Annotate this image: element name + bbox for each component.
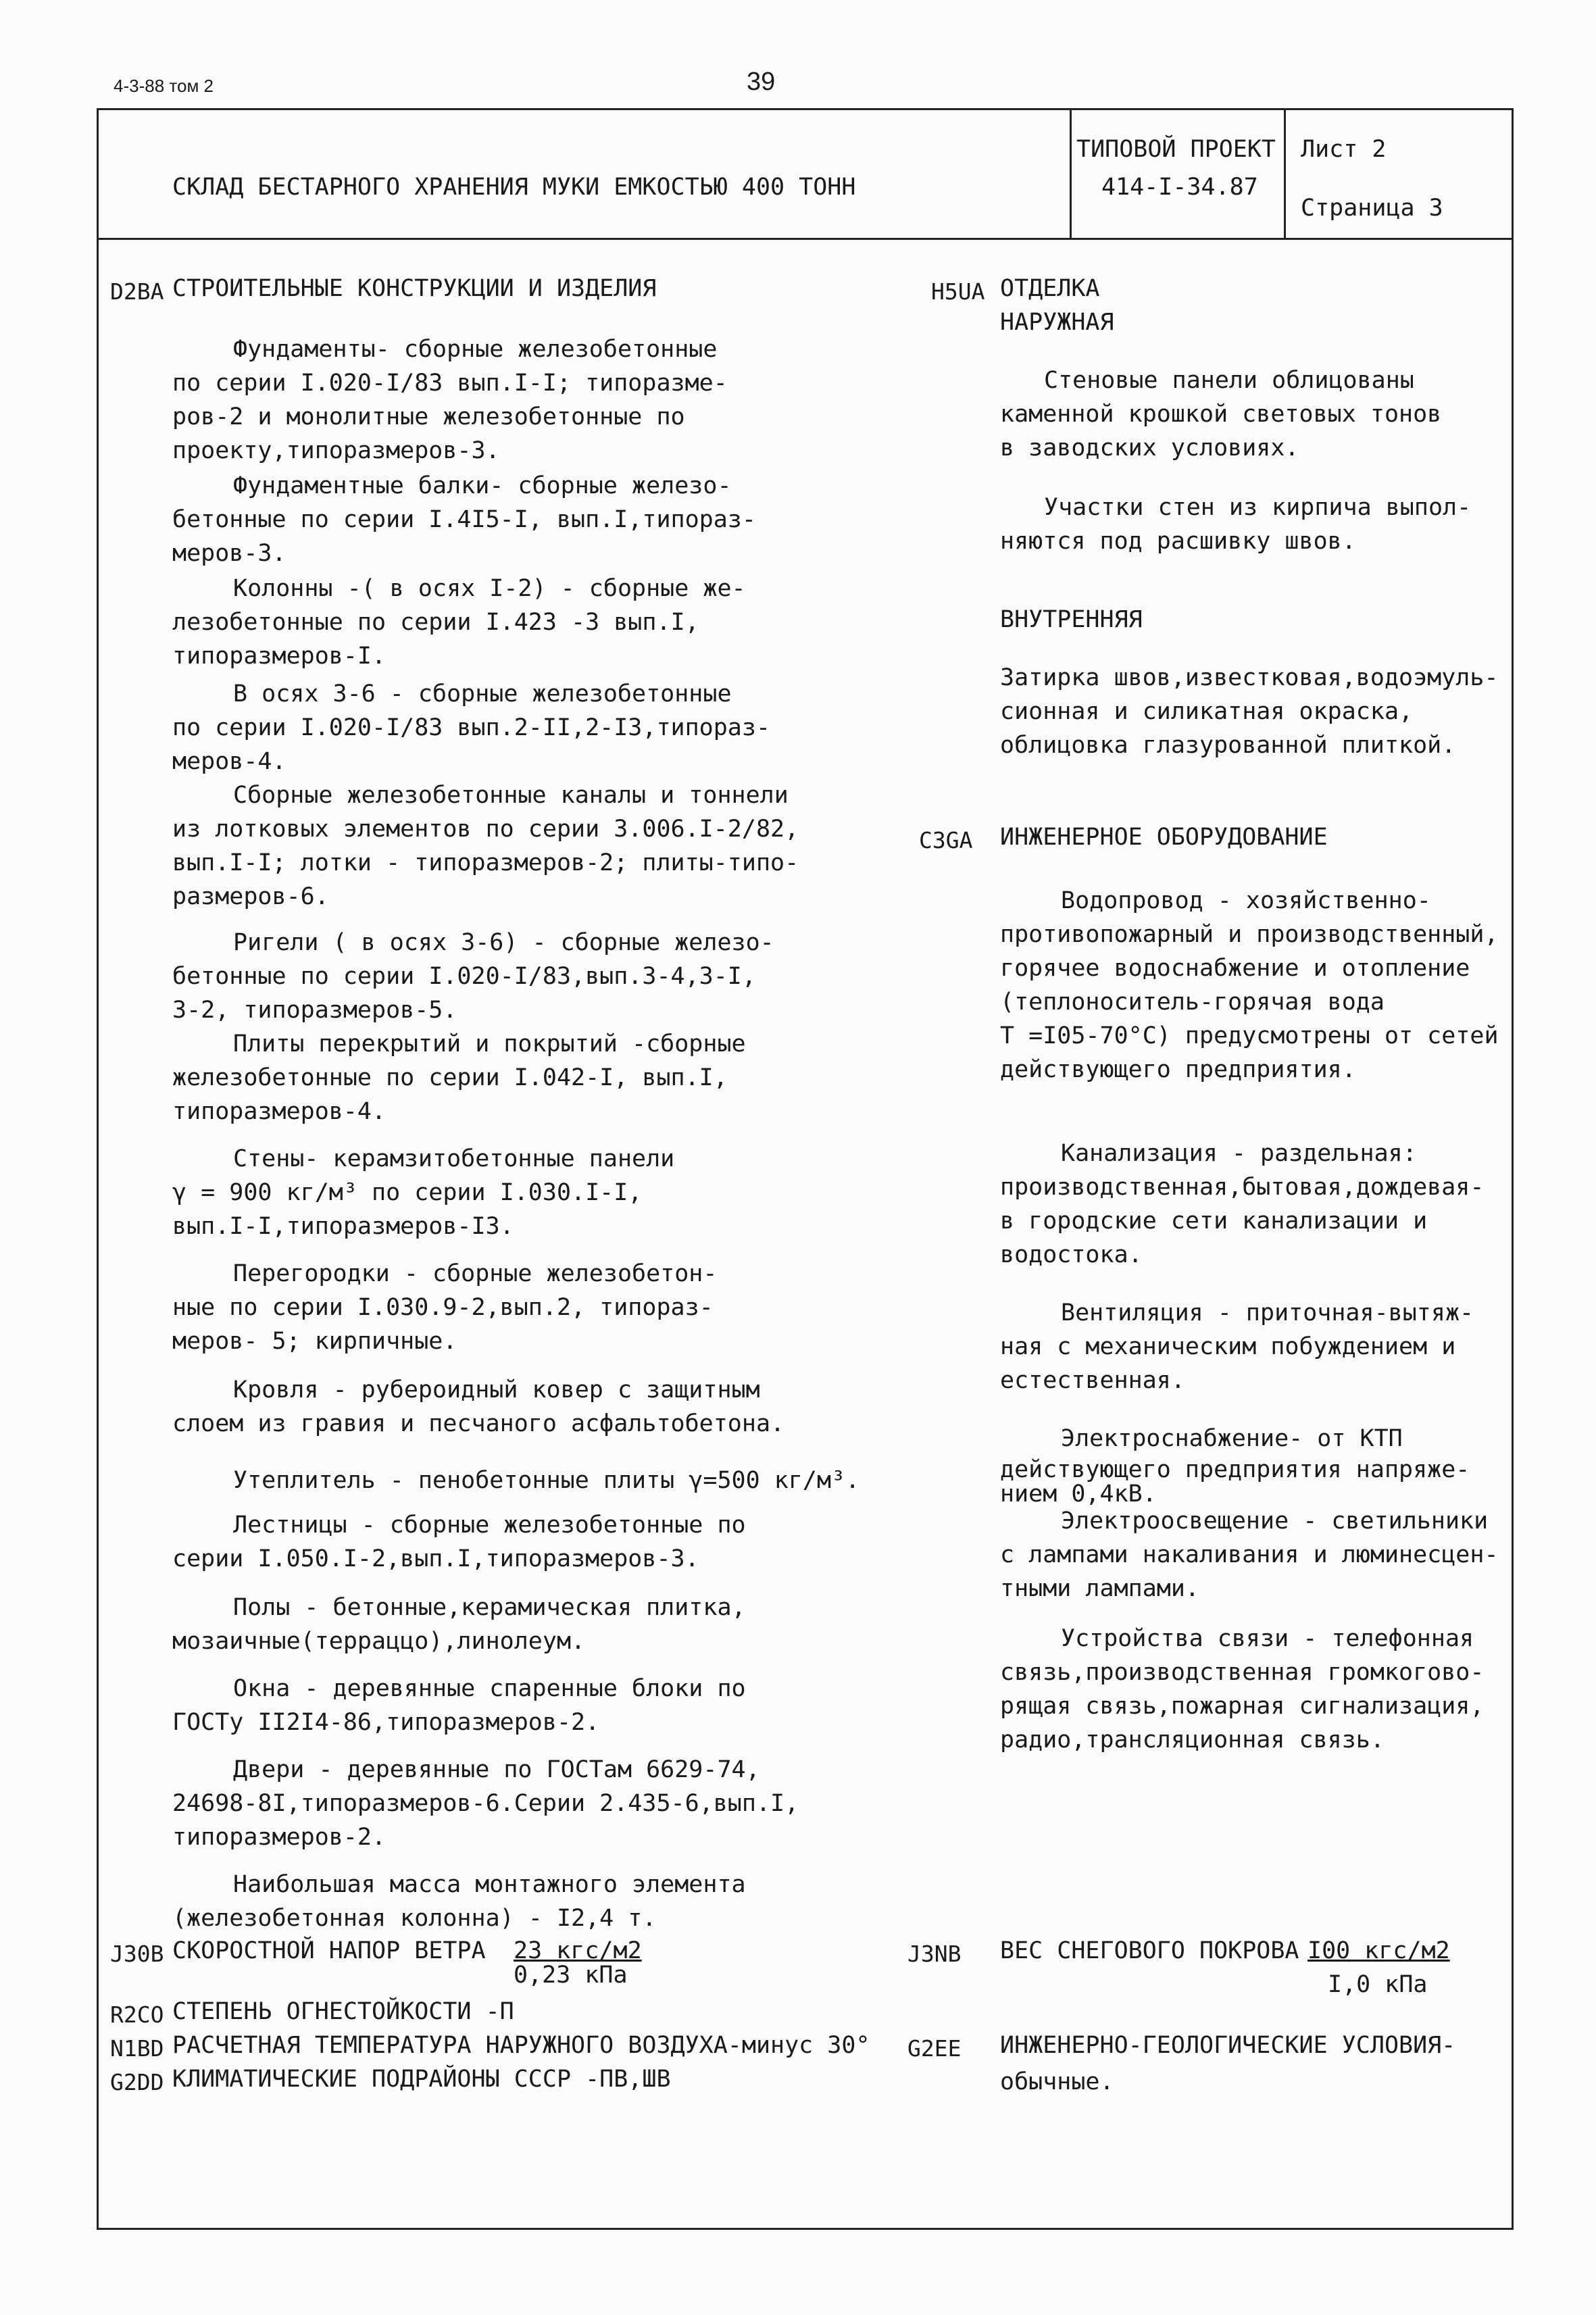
paragraph-foundations: Фундаменты- сборные железобетонные по серии I.020-I/83 вып.I-I; типоразме- ров-2 и монолитные железобетонные по проекту,типоразмеров-3. <box>172 336 728 464</box>
finish-code: H5UA <box>931 278 985 305</box>
paragraph-windows: Окна - деревянные спаренные блоки по ГОСТу II2I4-86,типоразмеров-2. <box>172 1675 746 1736</box>
paragraph-foundation-beams: Фундаментные балки- сборные железо- бетонные по серии I.4I5-I, вып.I,типораз- меров-3. <box>172 472 756 567</box>
paragraph-max-mass: Наибольшая масса монтажного элемента (железобетонная колонна) - I2,4 т. <box>172 1871 746 1932</box>
project-label: ТИПОВОЙ ПРОЕКТ <box>1076 136 1276 163</box>
paragraph-slabs: Плиты перекрытий и покрытий -сборные железобетонные по серии I.042-I, вып.I, типоразмеров-4. <box>172 1030 746 1125</box>
snow-value-kpa: I,0 кПа <box>1328 1971 1428 1998</box>
wind-code: J30B <box>110 1941 164 1967</box>
geology-code: G2EE <box>907 2035 962 2062</box>
wind-value: 23 кгс/м2 <box>514 1937 642 1964</box>
climate-code: G2DD <box>110 2069 164 2095</box>
paragraph-doors: Двери - деревянные по ГОСТам 6629-74, 24698-8I,типоразмеров-6.Серии 2.435-6,вып.I, типоразмеров-2. <box>172 1756 799 1851</box>
paragraph-communications: Устройства связи - телефонная связь,производственная громкогово- рящая связь,пожарная сигнализация, радио,трансляционная связь. <box>1000 1625 1485 1753</box>
volume-label: 4-3-88 том 2 <box>114 76 214 96</box>
paragraph-lighting: Электроосвещение - светильники с лампами накаливания и люминесцен- тными лампами. <box>1000 1508 1499 1602</box>
climate-subregions: КЛИМАТИЧЕСКИЕ ПОДРАЙОНЫ СССР -ПВ,ШВ <box>172 2066 671 2093</box>
paragraph-floors: Полы - бетонные,керамическая плитка, мозаичные(терраццо),линолеум. <box>172 1594 746 1655</box>
section-code: D2BA <box>110 278 164 305</box>
paragraph-girders: Ригели ( в осях 3-6) - сборные железо- бетонные по серии I.020-I/83,вып.3-4,3-I, 3-2, типоразмеров-5. <box>172 929 774 1024</box>
paragraph-water: Водопровод - хозяйственно- противопожарный и производственный, горячее водоснабжение и отопление (теплоноситель-горячая вода Т =I05-70°С) предусмотрены от сетей действующего предприятия. <box>1000 887 1499 1083</box>
design-temperature: РАСЧЕТНАЯ ТЕМПЕРАТУРА НАРУЖНОГО ВОЗДУХА-минус 30° <box>172 2032 870 2059</box>
paragraph-outer-brick: Участки стен из кирпича выпол- няются под расшивку швов. <box>1000 494 1472 555</box>
paragraph-outer-panels: Стеновые панели облицованы каменной крошкой световых тонов в заводских условиях. <box>1000 367 1442 462</box>
header-vdivider-1 <box>1070 108 1072 239</box>
section-heading: СТРОИТЕЛЬНЫЕ КОНСТРУКЦИИ И ИЗДЕЛИЯ <box>172 275 657 302</box>
outer-heading: НАРУЖНАЯ <box>1000 309 1114 336</box>
temperature-code: N1BD <box>110 2035 164 2062</box>
wind-value-kpa: 0,23 кПа <box>514 1962 628 1989</box>
geology-label: ИНЖЕНЕРНО-ГЕОЛОГИЧЕСКИЕ УСЛОВИЯ- <box>1000 2032 1456 2059</box>
paragraph-inner: Затирка швов,известковая,водоэмуль- сионная и силикатная окраска, облицовка глазурованной плиткой. <box>1000 664 1499 759</box>
paragraph-walls: Стены- керамзитобетонные панели γ = 900 кг/м³ по серии I.030.I-I, вып.I-I,типоразмеров-I3. <box>172 1145 675 1240</box>
header-divider <box>97 238 1514 240</box>
sheet-number: Лист 2 <box>1301 136 1387 163</box>
snow-label: ВЕС СНЕГОВОГО ПОКРОВА <box>1000 1937 1299 1964</box>
fire-code: R2CO <box>110 2001 164 2028</box>
paragraph-power: Электроснабжение- от КТП действующего предприятия напряже- нием 0,4кВ. <box>1000 1425 1470 1508</box>
page-number: 39 <box>747 68 776 96</box>
paragraph-channels: Сборные железобетонные каналы и тоннели из лотковых элементов по серии 3.006.I-2/82, вып.I-I; лотки - типоразмеров-2; плиты-типо- размеров-6. <box>172 782 799 910</box>
fire-resistance: СТЕПЕНЬ ОГНЕСТОЙКОСТИ -П <box>172 1998 514 2025</box>
wind-label: СКОРОСТНОЙ НАПОР ВЕТРА <box>172 1937 486 1964</box>
paragraph-ventilation: Вентиляция - приточная-вытяж- ная с механическим побуждением и естественная. <box>1000 1299 1474 1394</box>
project-code: 414-I-34.87 <box>1101 174 1258 201</box>
document-title: СКЛАД БЕСТАРНОГО ХРАНЕНИЯ МУКИ ЕМКОСТЬЮ 400 ТОНН <box>172 174 856 201</box>
engineering-heading: ИНЖЕНЕРНОЕ ОБОРУДОВАНИЕ <box>1000 824 1328 851</box>
snow-value: I00 кгс/м2 <box>1307 1937 1450 1964</box>
paragraph-axes: В осях 3-6 - сборные железобетонные по серии I.020-I/83 вып.2-II,2-I3,типораз- меров-4. <box>172 680 771 775</box>
finish-heading: ОТДЕЛКА <box>1000 275 1100 302</box>
paragraph-partitions: Перегородки - сборные железобетон- ные по серии I.030.9-2,вып.2, типораз- меров- 5; кирпичные. <box>172 1260 718 1355</box>
engineering-code: C3GA <box>919 827 973 853</box>
paragraph-insulation: Утеплитель - пенобетонные плиты γ=500 кг/м³. <box>233 1467 860 1494</box>
snow-code: J3NB <box>907 1941 962 1967</box>
page-label: Страница 3 <box>1301 195 1443 222</box>
paragraph-roof: Кровля - рубероидный ковер с защитным слоем из гравия и песчаного асфальтобетона. <box>172 1376 785 1437</box>
inner-heading: ВНУТРЕННЯЯ <box>1000 606 1143 633</box>
paragraph-stairs: Лестницы - сборные железобетонные по серии I.050.I-2,вып.I,типоразмеров-3. <box>172 1512 746 1572</box>
paragraph-sewer: Канализация - раздельная: производственная,бытовая,дождевая- в городские сети канализации и водостока. <box>1000 1140 1485 1268</box>
header-vdivider-2 <box>1284 108 1286 239</box>
geology-value: обычные. <box>1000 2068 1114 2095</box>
paragraph-columns: Колонны -( в осях I-2) - сборные же- лезобетонные по серии I.423 -3 вып.I, типоразмеров-I. <box>172 575 746 670</box>
